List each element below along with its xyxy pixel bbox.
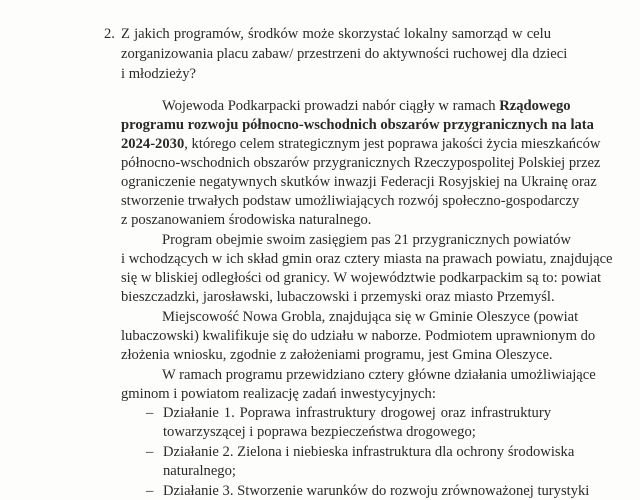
list-dash-3: – [146,483,154,499]
list-dash-1: – [146,405,154,421]
list-dash-2: – [146,444,154,460]
action-1-line-1: Działanie 1. Poprawa infrastruktury drogowej oraz infrastruktury [163,405,551,421]
paragraph-4-line-1: W ramach programu przewidziano cztery główne działania umożliwiające [162,367,596,383]
action-2-line-2: naturalnego; [163,463,236,479]
program-name-bold: Rządowego [499,98,571,114]
paragraph-1-line-1: Wojewoda Podkarpacki prowadzi nabór ciągły w ramach Rządowego [162,98,571,114]
paragraph-1-line-6: stworzenie trwałych podstaw umożliwiających rozwój społeczno-gospodarczy [121,193,580,209]
action-2-line-1: Działanie 2. Zielona i niebieska infrastruktura dla ochrony środowiska [163,444,575,460]
paragraph-2-line-2: i wchodzących w ich skład gmin oraz cztery miasta na prawach powiatu, znajdujące [121,251,613,267]
program-years-bold: 2024-2030 [121,136,185,152]
paragraph-1-line-3: 2024-2030, którego celem strategicznym jest poprawa jakości życia mieszkańców [121,136,601,152]
paragraph-2-line-1: Program obejmie swoim zasięgiem pas 21 przygranicznych powiatów [162,232,571,248]
paragraph-1-line-7: z poszanowaniem środowiska naturalnego. [121,212,372,228]
paragraph-1-line-5: ograniczenie negatywnych skutków inwazji Federacji Rosyjskiej na Ukrainę oraz [121,174,597,190]
action-1-line-2: towarzyszącej i poprawa bezpieczeństwa drogowego; [163,424,476,440]
question-number: 2. [104,26,115,42]
action-3-line-1: Działanie 3. Stworzenie warunków do rozwoju zrównoważonej turystyki [163,483,590,499]
question-line-2: zorganizowania placu zabaw/ przestrzeni do aktywności ruchowej dla dzieci [121,46,568,62]
paragraph-1-line-2-bold: programu rozwoju północno-wschodnich obszarów przygranicznych na lata [121,117,594,133]
paragraph-4-line-2: gminom i powiatom realizację zadań inwestycyjnych: [121,386,436,402]
paragraph-2-line-4: bieszczadzki, jarosławski, lubaczowski i przemyski oraz miasto Przemyśl. [121,289,555,305]
paragraph-3-line-2: lubaczowski) kwalifikuje się do udziału w naborze. Podmiotem uprawnionym do [121,328,596,344]
question-line-1: Z jakich programów, środków może skorzystać lokalny samorząd w celu [121,26,551,42]
paragraph-1-line-4: północno-wschodnich obszarów przygranicznych Rzeczypospolitej Polskiej przez [121,155,601,171]
paragraph-2-line-3: się w bliskiej odległości od granicy. W województwie podkarpackim są to: powiat [121,270,602,286]
paragraph-3-line-1: Miejscowość Nowa Grobla, znajdująca się w Gminie Oleszyce (powiat [162,309,579,325]
paragraph-3-line-3: złożenia wniosku, zgodnie z założeniami programu, jest Gmina Oleszyce. [121,347,553,363]
question-line-3: i młodzieży? [121,66,196,82]
